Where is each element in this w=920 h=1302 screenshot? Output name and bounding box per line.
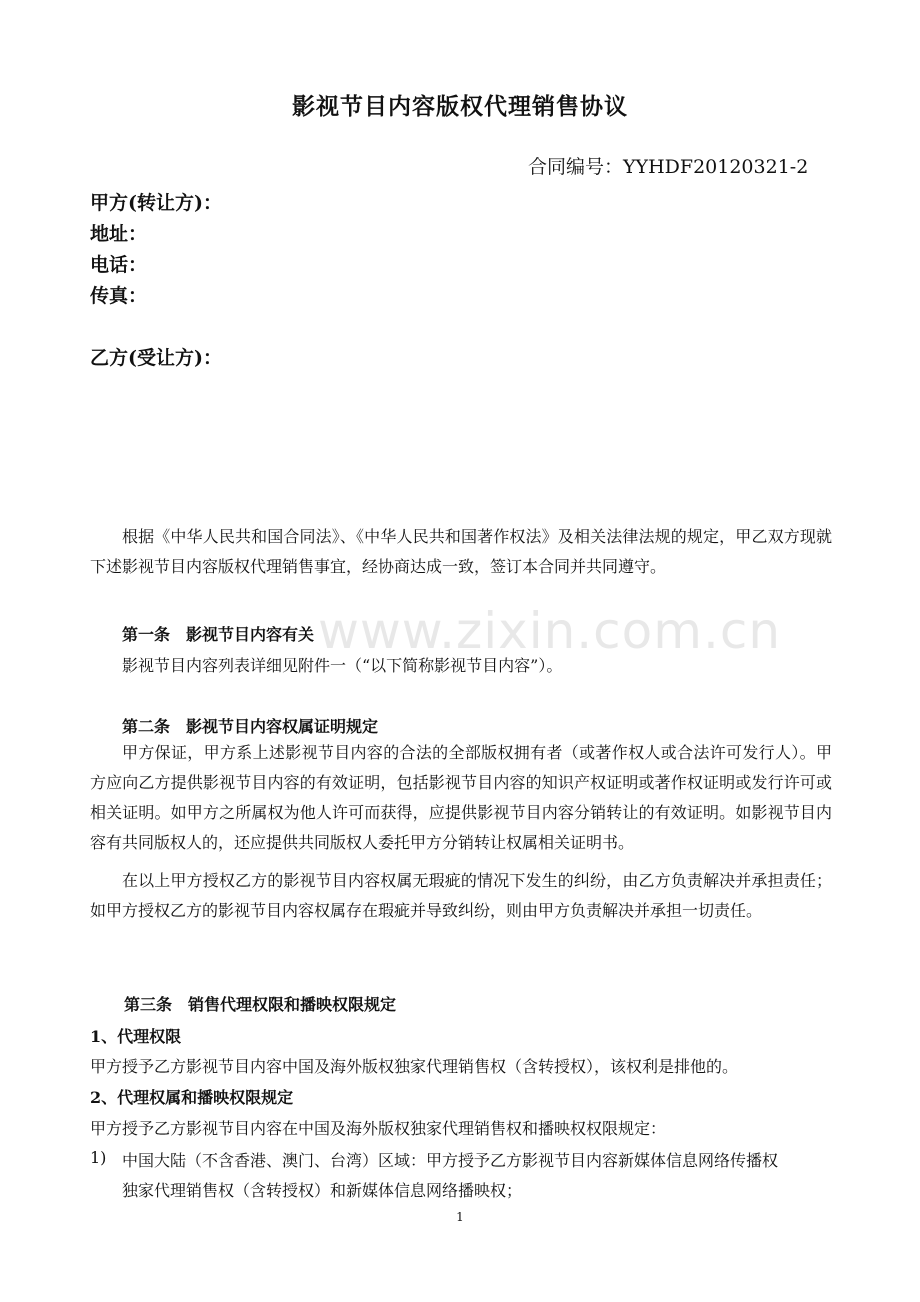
page-number: 1 [456, 1210, 464, 1224]
article3-sub1-heading: 1、代理权限 [90, 1027, 182, 1046]
article1-text: 影视节目内容列表详细见附件一（“以下简称影视节目内容”）。 [122, 656, 563, 675]
party-a-label: 甲方(转让方)： [90, 192, 222, 214]
list-item-line-2: 独家代理销售权（含转授权）和新媒体信息网络播映权； [122, 1181, 523, 1200]
article1-heading: 第一条 影视节目内容有关 [122, 625, 315, 644]
contract-number: 合同编号：YYHDF20120321-2 [528, 156, 809, 178]
party-a-address-label: 地址： [90, 223, 148, 245]
article2-heading: 第二条 影视节目内容权属证明规定 [122, 717, 379, 736]
article2-paragraph-2: 在以上甲方授权乙方的影视节目内容权属无瑕疵的情况下发生的纠纷，由乙方负责解决并承担责任；如甲方授权乙方的影视节目内容权属存在瑕疵并导致纠纷，则由甲方负责解决并承担一切责任。 [90, 871, 832, 920]
list-item-marker: 1) [90, 1148, 107, 1167]
article3-sub1-text: 甲方授予乙方影视节目内容中国及海外版权独家代理销售权（含转授权），该权利是排他的。 [90, 1057, 739, 1076]
watermark: www.zixin.com.cn [318, 602, 782, 660]
list-item-line-1: 中国大陆（不含香港、澳门、台湾）区域：甲方授予乙方影视节目内容新媒体信息网络传播权 [122, 1151, 779, 1170]
document-title: 影视节目内容版权代理销售协议 [292, 93, 628, 120]
party-a-phone-label: 电话： [90, 254, 148, 276]
article3-heading: 第三条 销售代理权限和播映权限规定 [124, 995, 397, 1014]
article2-paragraph-1: 甲方保证，甲方系上述影视节目内容的合法的全部版权拥有者（或著作权人或合法许可发行人）。甲方应向乙方提供影视节目内容的有效证明，包括影视节目内容的知识产权证明或著作权证明或发行许可或相关证明。如甲方之所属权为他人许可而获得，应提供影视节目内容分销转让的有效证明。如影视节目内容有共同版权人的，还应提供共同版权人委托甲方分销转让权属相关证明书。 [90, 743, 832, 852]
preamble-paragraph: 根据《中华人民共和国合同法》、《中华人民共和国著作权法》及相关法律法规的规定，甲乙双方现就下述影视节目内容版权代理销售事宜，经协商达成一致，签订本合同并共同遵守。 [90, 527, 832, 576]
article3-sub2-heading: 2、代理权属和播映权限规定 [90, 1088, 294, 1107]
article3-sub2-text: 甲方授予乙方影视节目内容在中国及海外版权独家代理销售权和播映权权限规定： [90, 1119, 667, 1138]
party-b-label: 乙方(受让方)： [90, 347, 222, 369]
party-a-fax-label: 传真： [90, 285, 148, 307]
